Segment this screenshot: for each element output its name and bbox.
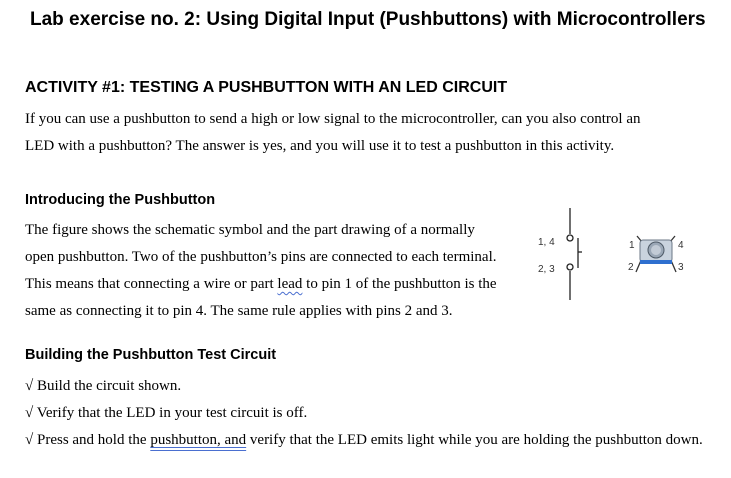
step-3-start: Press and hold the bbox=[36, 432, 151, 448]
description-line-3 bbox=[25, 271, 497, 298]
check-mark-icon: √ bbox=[25, 432, 34, 448]
step-2-text: Verify that the LED in your test circuit is off. bbox=[36, 405, 308, 421]
part-pin-4-label: 4 bbox=[678, 240, 684, 251]
checklist-item bbox=[25, 427, 703, 454]
description-line-3-start: This means that connecting a wire or part bbox=[25, 276, 278, 292]
activity-intro-paragraph bbox=[25, 106, 641, 160]
introducing-pushbutton-heading: Introducing the Pushbutton bbox=[25, 192, 216, 208]
description-line-1: The figure shows the schematic symbol and the part drawing of a normally bbox=[25, 222, 475, 238]
intro-line-1: If you can use a pushbutton to send a high or low signal to the microcontroller, can you also control an bbox=[25, 111, 641, 127]
pushbutton-part-drawing bbox=[624, 232, 688, 280]
description-line-3-end: to pin 1 of the pushbutton is the bbox=[302, 276, 497, 292]
check-mark-icon: √ bbox=[25, 378, 34, 394]
intro-line-2: LED with a pushbutton? The answer is yes, and you will use it to test a pushbutton in this activity. bbox=[25, 138, 615, 154]
lead-spellcheck-word[interactable]: lead bbox=[277, 276, 303, 292]
pushbutton-schematic-symbol bbox=[537, 208, 597, 303]
step-1-text: Build the circuit shown. bbox=[36, 378, 182, 394]
description-line-2: open pushbutton. Two of the pushbutton’s pins are connected to each terminal. bbox=[25, 249, 497, 265]
pushbutton-description-paragraph bbox=[25, 217, 497, 325]
checklist-item bbox=[25, 400, 703, 427]
part-pin-3-label: 3 bbox=[678, 262, 684, 273]
part-pin-1-label: 1 bbox=[629, 240, 635, 251]
step-3-end: verify that the LED emits light while you are holding the pushbutton down. bbox=[246, 432, 703, 448]
build-steps-checklist bbox=[25, 373, 703, 454]
part-pin-2-label: 2 bbox=[628, 262, 634, 273]
checklist-item bbox=[25, 373, 703, 400]
pushbutton-and-grammar-flag[interactable]: pushbutton, and bbox=[150, 432, 247, 448]
schematic-label-2-3: 2, 3 bbox=[538, 264, 555, 275]
document-title: Lab exercise no. 2: Using Digital Input (Pushbuttons) with Microcontrollers bbox=[30, 9, 706, 30]
building-test-circuit-heading: Building the Pushbutton Test Circuit bbox=[25, 347, 277, 363]
activity-heading: ACTIVITY #1: TESTING A PUSHBUTTON WITH AN LED CIRCUIT bbox=[25, 79, 508, 96]
schematic-label-1-4: 1, 4 bbox=[538, 237, 555, 248]
check-mark-icon: √ bbox=[25, 405, 34, 421]
description-line-4: same as connecting it to pin 4. The same rule applies with pins 2 and 3. bbox=[25, 303, 453, 319]
